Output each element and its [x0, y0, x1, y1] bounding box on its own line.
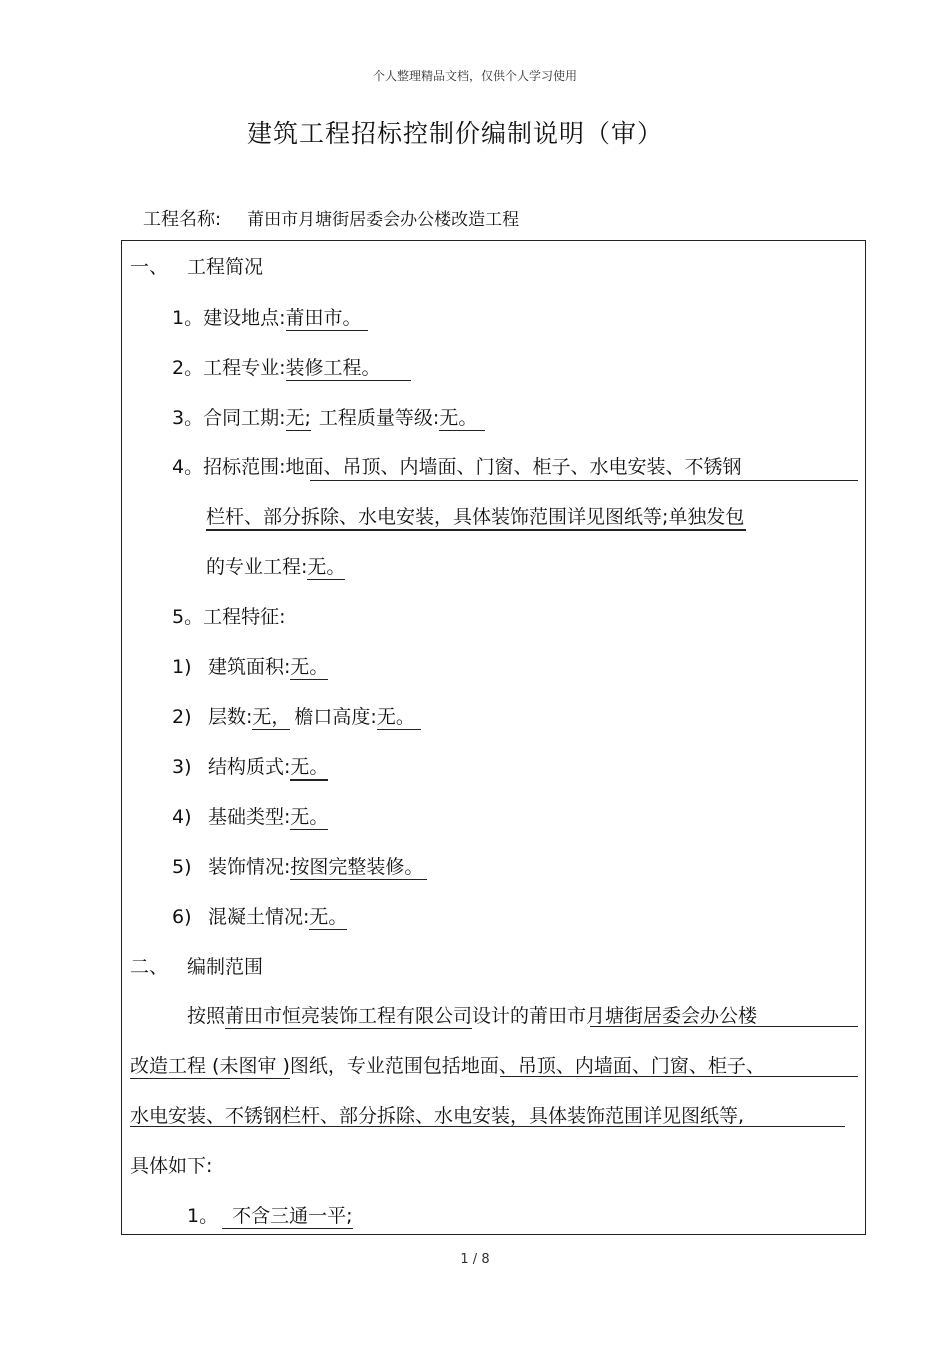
item-scope-line3 [206, 555, 345, 579]
section1-heading: 工程简况 [187, 256, 264, 278]
feature-number: 3) [172, 756, 192, 778]
feature-value: 无， [252, 706, 291, 728]
scope-p1-a: 按照 [187, 1005, 226, 1027]
scope-paragraph-line2 [130, 1054, 765, 1078]
item-scope-label: 4。招标范围: [172, 456, 286, 478]
feature-label-2: 檐口高度: [294, 706, 377, 728]
scope-item-value: 不含三通一平; [222, 1205, 352, 1229]
document-title: 建筑工程招标控制价编制说明（审） [246, 119, 663, 148]
page-number: 1 / 8 [460, 1252, 490, 1267]
scope-line2-underline [206, 529, 746, 531]
item-scope-line3-value: 无。 [307, 556, 346, 578]
feature-value: 无。 [290, 656, 329, 678]
item-quality-label: 工程质量等级: [318, 407, 440, 429]
item-scope-line2-underlined: 栏杆、部分拆除、水电安装，具体装饰范围详见图纸等; [206, 506, 669, 528]
content-frame [121, 240, 866, 1235]
scope-paragraph-line3: 水电安装、不锈钢栏杆、部分拆除、水电安装，具体装饰范围详见图纸等, [130, 1105, 745, 1127]
feature-row [172, 905, 347, 929]
feature-row [172, 805, 328, 829]
feature-label: 装饰情况: [208, 856, 291, 878]
scope-p1-c: 设计的 [472, 1005, 530, 1027]
feature-row [172, 755, 328, 779]
feature-label: 层数: [208, 706, 253, 728]
item-site-label: 1。建设地点: [172, 307, 286, 329]
project-name-row [143, 205, 519, 231]
feature-label: 结构质式: [208, 756, 291, 778]
item-specialty-value: 装修工程。 [286, 357, 411, 381]
feature-number: 6) [172, 906, 192, 928]
feature-number: 4) [172, 806, 192, 828]
item-scope-line3-label: 的专业工程: [206, 556, 308, 578]
item-site [172, 306, 368, 330]
feature-label: 建筑面积: [208, 656, 291, 678]
project-name-value: 莆田市月塘街居委会办公楼改造工程 [247, 210, 520, 230]
item-specialty [172, 356, 411, 380]
feature-value: 无。 [309, 906, 348, 928]
item-site-value: 莆田市。 [286, 307, 368, 331]
scope-paragraph-line4: 具体如下: [130, 1155, 213, 1177]
scope-p2-b: 图纸，专业范围包括 [289, 1055, 461, 1077]
feature-number: 5) [172, 856, 192, 878]
scope-item-number: 1。 [187, 1205, 219, 1227]
scope-item-1 [187, 1204, 353, 1228]
scope-line1-underline [310, 480, 858, 481]
item-scope [172, 455, 742, 479]
scope-p1-designer: 莆田市恒亮装饰工程有限公司 [225, 1005, 473, 1027]
scope-p2-project: 改造工程 (未图审 ) [130, 1055, 290, 1077]
project-name-label: 工程名称: [143, 209, 222, 230]
item-scope-line1: 地面、吊顶、内墙面、门窗、柜子、水电安装、不锈钢 [285, 456, 742, 478]
scope-p1-underline [590, 1026, 858, 1027]
item-period [172, 406, 485, 430]
feature-row [172, 705, 421, 729]
scope-paragraph-line1 [187, 1004, 757, 1028]
item-specialty-label: 2。工程专业: [172, 357, 286, 379]
feature-value-2: 无。 [377, 706, 421, 730]
feature-value: 无。 [290, 756, 328, 781]
item-scope-line2-rest: 单独发包 [668, 506, 745, 528]
header-note: 个人整理精品文档，仅供个人学习使用 [372, 69, 577, 83]
item-quality-value: 无。 [439, 407, 485, 431]
feature-label: 混凝土情况: [208, 906, 310, 928]
item-scope-line2 [206, 505, 744, 529]
feature-number: 2) [172, 706, 192, 728]
item-features: 5。工程特征: [172, 606, 286, 628]
feature-row [172, 855, 427, 879]
feature-number: 1) [172, 656, 192, 678]
scope-p2-underline [500, 1076, 858, 1077]
section2-number: 二、 [130, 956, 169, 978]
feature-label: 基础类型: [208, 806, 291, 828]
item-period-label: 3。合同工期: [172, 407, 286, 429]
section2-heading: 编制范围 [187, 956, 264, 978]
scope-p3-underline [130, 1126, 845, 1127]
section1-number: 一、 [130, 256, 169, 278]
scope-p2-c: 地面、吊顶、内墙面、门窗、柜子、 [460, 1055, 765, 1077]
feature-row [172, 655, 328, 679]
scope-p1-project: 莆田市月塘街居委会办公楼 [529, 1005, 758, 1027]
item-period-value: 无; [285, 407, 311, 429]
feature-value: 无。 [290, 806, 329, 828]
feature-value: 按图完整装修。 [290, 856, 427, 880]
